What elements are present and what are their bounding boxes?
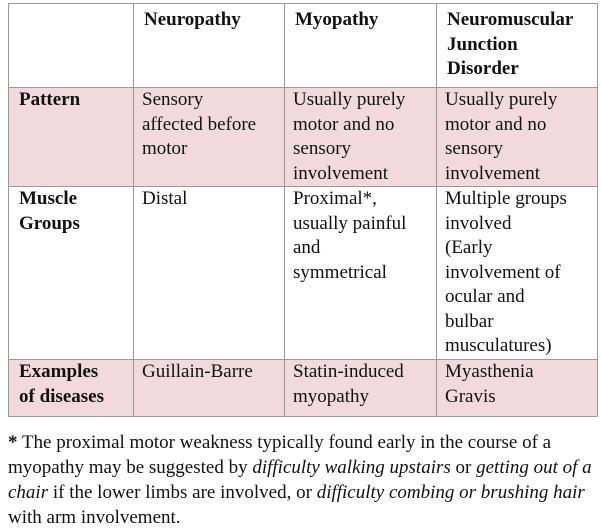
footnote-italic-2: getting out of a chair [8,457,592,503]
footnote-text-3: if the lower limbs are involved, or [48,482,317,503]
row-label-pattern: Pattern [9,88,134,187]
cell-muscle-myopathy: Proximal*, usually painful and symmetrical [285,187,437,360]
header-myopathy: Myopathy [285,4,437,88]
cell-pattern-nmj: Usually purely motor and no sensory involvement [437,88,598,187]
header-neuropathy: Neuropathy [134,4,285,88]
row-label-muscle-groups: Muscle Groups [9,187,134,360]
cell-muscle-nmj: Multiple groups involved (Early involvement of ocular and bulbar musculatures) [437,187,598,360]
cell-pattern-neuropathy: Sensory affected before motor [134,88,285,187]
cell-examples-myopathy: Statin-induced myopathy [285,360,437,417]
comparison-table [8,3,598,417]
cell-muscle-neuropathy: Distal [134,187,285,360]
row-label-examples: Examples of diseases [9,360,134,417]
table-row-pattern [9,88,598,187]
cell-examples-nmj: Myasthenia Gravis [437,360,598,417]
table-header-row [9,4,598,88]
footnote-asterisk: * [8,432,18,453]
footnote-text-2: or [450,457,477,478]
footnote-italic-3: difficulty combing or brushing hair [316,482,585,503]
footnote-text-1: The proximal motor weakness typically found early in the course of a myopathy may be suggested by [8,432,552,478]
cell-pattern-myopathy: Usually purely motor and no sensory involvement [285,88,437,187]
table-row-examples [9,360,598,417]
footnote [8,430,597,530]
table-row-muscle-groups [9,187,598,360]
footnote-italic-1: difficulty walking upstairs [252,457,451,478]
header-nmj-disorder: Neuromuscular Junction Disorder [437,4,598,88]
header-empty-cell [9,4,134,88]
footnote-text-4: with arm involvement. [8,507,181,528]
cell-examples-neuropathy: Guillain-Barre [134,360,285,417]
